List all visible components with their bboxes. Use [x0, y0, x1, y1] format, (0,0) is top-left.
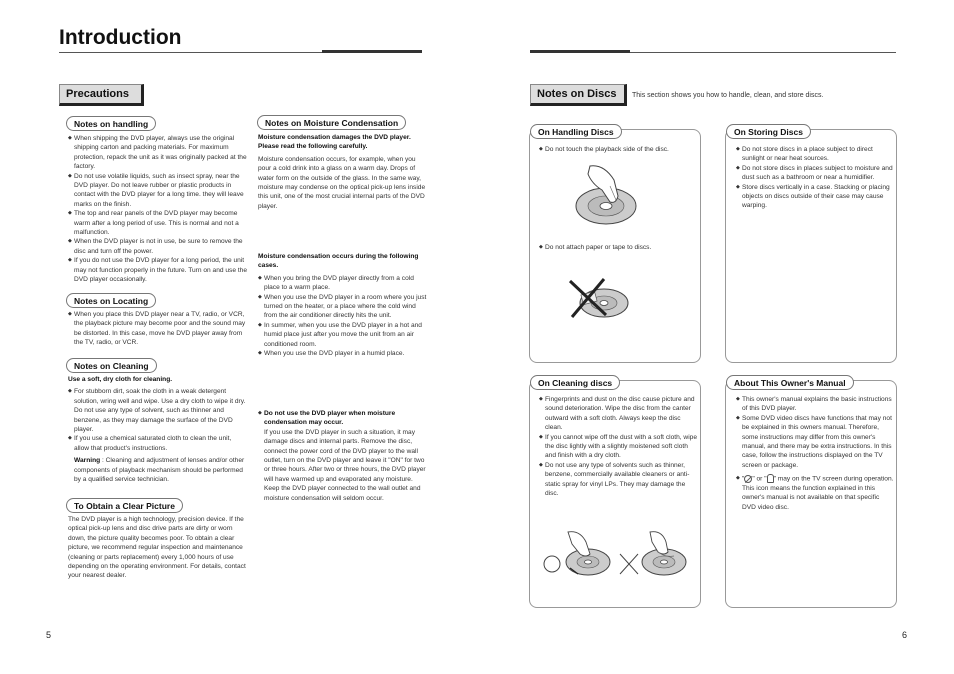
list-item: ◆ When shipping the DVD player, always use the original shipping carton and packing materials. For maximum protection, repack the unit as it was originally packed at the factory.: [68, 134, 248, 172]
header-accent-left: [322, 50, 422, 53]
moisture-bold-intro: Moisture condensation damages the DVD player. Please read the following carefully.: [258, 134, 411, 151]
cleaning-discs-list: [539, 395, 699, 498]
list-item: ◆ When you use the DVD player in a humid place.: [258, 349, 430, 358]
list-item: ◆ In summer, when you use the DVD player in a hot and humid place just after you move the unit from an air conditioned room.: [258, 321, 430, 349]
warning-label: Warning: [74, 457, 101, 465]
list-item: ◆ Fingerprints and dust on the disc cause picture and sound deterioration. Wipe the disc from the canter outward with a soft cloth. Always keep the disc clean.: [539, 395, 699, 433]
page-title: Introduction: [59, 26, 182, 49]
disc-tape-illustration: [560, 275, 640, 325]
storing-discs-list: [736, 145, 894, 211]
list-item: ◆ Do not store discs in places subject to moisture and dust such as a bathroom or near a humidifier.: [736, 164, 894, 183]
clear-picture-heading: To Obtain a Clear Picture: [66, 498, 183, 513]
disc-cleaning-illustration: [540, 528, 690, 588]
clear-picture-text: The DVD player is a high technology, precision device. If the optical pick-up lens and disc drive parts are dirty or worn down, the picture quality becomes poor. To obtain a clear picture, we recommend regular inspection and maintenance (cleaning or parts replacement) every 1,000 hours of use depending on the operating environment. For details, contact your nearest dealer.: [68, 516, 246, 580]
page-number-right: 6: [902, 630, 908, 640]
cleaning-discs-heading: On Cleaning discs: [530, 375, 620, 390]
moisture-heading: Notes on Moisture Condensation: [257, 115, 406, 130]
list-item: ◆ Do not touch the playback side of the disc.: [539, 145, 699, 154]
list-item: ◆ Some DVD video discs have functions that may not be explained in this owners manual. Therefore, some instructions may differ from this owner's manual, and there may be extra instructions. In this case, follow the instructions displayed on the TV screen or package.: [736, 414, 894, 470]
moisture-text: Moisture condensation occurs, for example, when you pour a cold drink into a glass on a warm day. Drops of water form on the outside of the glass. In the same way, moisture may condense on the optical pick-up lens inside this unit, one of the most crucial internal parts of the DVD player.: [258, 155, 426, 210]
handling-heading: Notes on handling: [66, 116, 156, 131]
list-item: ◆ If you cannot wipe off the dust with a soft cloth, wipe the disc lightly with a slightly moistened soft cloth and finish with a dry cloth.: [539, 433, 699, 461]
list-item: ◆ When the DVD player is not in use, be sure to remove the disc and turn off the power.: [68, 237, 248, 256]
moisture-cases-heading: Moisture condensation occurs during the following cases.: [258, 253, 419, 270]
moisture-donot: [258, 409, 426, 503]
discs-intro: This section shows you how to handle, clean, and store discs.: [632, 92, 824, 99]
list-item: ◆ Do not attach paper or tape to discs.: [539, 243, 699, 252]
warning-text: : Cleaning and adjustment of lenses and/or other components of playback mechanism should be performed by a qualified service technician.: [74, 457, 245, 484]
list-item: ◆ When you use the DVD player in a room where you just turned on the heater, or a place where the cold wind from the air conditioner directly hits the unit.: [258, 293, 430, 321]
manual-heading: About This Owner's Manual: [726, 375, 854, 390]
moisture-donot-text: If you use the DVD player in such a situation, it may damage discs and internal parts. Remove the disc, connect the power cord of the DVD player to the wall outlet, turn on the DVD player and leave it "ON" for two or three hours. After two or three hours, the DVD player will have warmed up and evaporated any moisture. Keep the DVD player connected to the wall outlet and moisture condensation will seldom occur.: [264, 428, 426, 502]
precautions-label: Precautions: [59, 84, 144, 106]
page-number-left: 5: [46, 630, 52, 640]
moisture-donot-heading: ◆ Do not use the DVD player when moisture condensation may occur.: [258, 409, 426, 428]
icon-note: [736, 474, 894, 512]
disc-touch-illustration: [570, 160, 650, 230]
list-item: ◆ If you do not use the DVD player for a long period, the unit may not function properly in the future. Turn on and use the DVD player occasionally.: [68, 256, 248, 284]
locating-heading: Notes on Locating: [66, 293, 156, 308]
list-item: ◆ If you use a chemical saturated cloth to clean the unit, allow that product's instructions.: [68, 434, 248, 453]
moisture-section: [258, 133, 430, 211]
handling-discs-heading: On Handling Discs: [530, 124, 622, 139]
icon-note-open-quote: ": [742, 475, 745, 483]
list-item: ◆ For stubborn dirt, soak the cloth in a weak detergent solution, wring well and wipe. Use a dry cloth to wipe it dry. Do not use any type of solvent, such as thinner and benzene, as they may damage the surface of the DVD player.: [68, 387, 248, 434]
list-item: ◆ Store discs vertically in a case. Stacking or placing objects on discs outside of their case may cause warping.: [736, 183, 894, 211]
handling-discs-item-2: [539, 243, 699, 252]
list-item: ◆ The top and rear panels of the DVD player may become warm after a long period of use. This is normal and not a malfunction.: [68, 209, 248, 237]
hand-icon: [767, 474, 774, 483]
list-item: ◆ When you place this DVD player near a TV, radio, or VCR, the playback picture may become poor and the sound may be distorted. In this case, move he DVD player away from the TV, radio, or VCR.: [68, 310, 248, 348]
moisture-cases: [258, 252, 430, 358]
list-item: ◆ When you bring the DVD player directly from a cold place to a warm place.: [258, 274, 430, 293]
storing-discs-heading: On Storing Discs: [726, 124, 811, 139]
list-item: ◆ Do not store discs in a place subject to direct sunlight or near heat sources.: [736, 145, 894, 164]
cleaning-heading: Notes on Cleaning: [66, 358, 157, 373]
list-item: ◆ This owner's manual explains the basic instructions of this DVD player.: [736, 395, 894, 414]
icon-note-text: " may on the TV screen during operation. This icon means the function explained in this owner's manual is not available on that specific DVD video disc.: [742, 475, 894, 511]
list-item: ◆ Do not use any type of solvents such as thinner, benzene, commercially available cleaners or anti-static spray for vinyl LPs. They may damage the disc.: [539, 461, 699, 499]
discs-label: Notes on Discs: [530, 84, 627, 106]
handling-list: [68, 134, 248, 285]
locating-list: [68, 310, 248, 348]
header-accent-right: [530, 50, 630, 53]
cleaning-intro: Use a soft, dry cloth for cleaning.: [68, 376, 173, 383]
list-item: ◆ Do not use volatile liquids, such as insect spray, near the DVD player. Do not leave rubber or plastic products in contact with the DVD player for a long time. they will leave marks on the finish.: [68, 172, 248, 210]
icon-note-mid: " or ": [752, 475, 767, 483]
handling-discs-item-1: [539, 145, 699, 154]
manual-list: [736, 395, 894, 512]
cleaning-list: [68, 375, 248, 484]
